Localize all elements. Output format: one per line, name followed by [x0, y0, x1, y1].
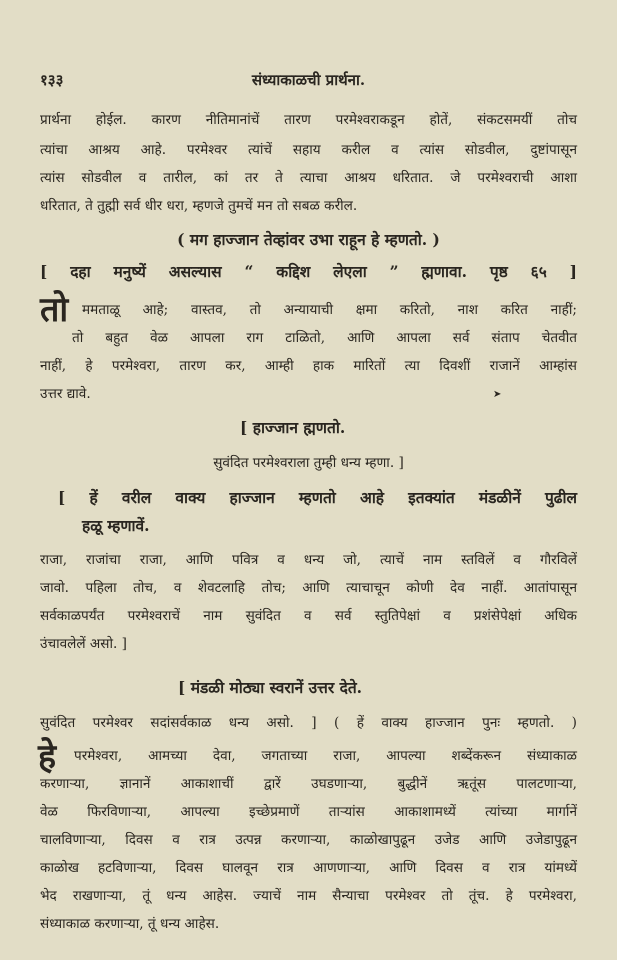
- rubric-kaddish: [ दहा मनुष्यें असल्यास “ कद्दिश लेएला ” ह्मणावा. पृष्ठ ६५ ]: [40, 262, 577, 281]
- text-line: जावो. पहिला तोच, व शेवटलाहि तोच; आणि त्याचाचून कोणी देव नाहीं. आतांपासून: [40, 580, 577, 596]
- text-line: नाहीं, हे परमेश्वरा, तारण कर, आम्ही हाक मारितों त्या दिवशीं राजानें आम्हांस: [40, 358, 577, 374]
- text-line: वेळ फिरविणाऱ्या, आपल्या इच्छेप्रमाणें ताऱ्यांस आकाशामध्यें त्यांच्या मार्गानें: [40, 804, 577, 820]
- text-line: करणाऱ्या, ज्ञानानें आकाशाचीं द्वारें उघडणाऱ्या, बुद्धीनें ऋतूंस पालटणाऱ्या,: [40, 776, 577, 792]
- response-line: सुवंदित परमेश्वर सदांसर्वकाळ धन्य असो. ] ( हें वाक्य हाज्जान पुनः म्हणतो. ): [40, 715, 577, 731]
- text-line: संध्याकाळ करणाऱ्या, तूं धन्य आहेस.: [40, 916, 220, 932]
- text-line: चालविणाऱ्या, दिवस व रात्र उत्पन्न करणाऱ्या, काळोखापुढून उजेड आणि उजेडापुढून: [40, 832, 577, 848]
- text-line: तो बहुत वेळ आपला राग टाळितो, आणि आपला सर्व संताप चेतवीत: [72, 330, 577, 346]
- text-line: परमेश्वरा, आमच्या देवा, जगताच्या राजा, आपल्या शब्देंकरून संध्याकाळ: [74, 748, 577, 764]
- text-line: त्यांस सोडवील व तारील, कां तर ते त्याचा आश्रय धरितात. जे परमेश्वराची आशा: [40, 170, 577, 186]
- rubric-congregation-line-1: [ हें वरील वाक्य हाज्जान म्हणतो आहे इतक्यांत मंडळीनें पुढील: [58, 488, 577, 507]
- text-line: भेद राखणाऱ्या, तूं धन्य आहेस. ज्याचें नाम सैन्याचा परमेश्वर तो तूंच. हे परमेश्वरा,: [40, 888, 577, 904]
- text-line: उंचावलेलें असो. ]: [40, 636, 127, 652]
- page-number: १३३: [40, 71, 64, 89]
- text-line: त्यांचा आश्रय आहे. परमेश्वर त्यांचें सहाय करील व त्यांस सोडवील, दुष्टांपासून: [40, 142, 577, 158]
- running-title: संध्याकाळची प्रार्थना.: [251, 71, 366, 89]
- drop-initial: तो: [40, 290, 69, 330]
- rubric-congregation-answers: [ मंडळी मोठ्या स्वरानें उत्तर देते.: [178, 678, 363, 697]
- text-line: काळोख हटविणाऱ्या, दिवस घालवून रात्र आणणाऱ्या, आणि दिवस व रात्र यांमध्यें: [40, 860, 577, 876]
- text-line: सर्वकाळपर्यंत परमेश्वराचें नाम सुवंदित व सर्व स्तुतिपेक्षां व प्रशंसेपेक्षां अधिक: [40, 608, 577, 624]
- rubric-stand: ( मग हाज्जान तेव्हांवर उभा राहून हे म्हणतो. ): [177, 230, 440, 249]
- text-line: धरितात, ते तुह्मी सर्व धीर धरा, म्हणजे तुमचें मन तो सबळ करील.: [40, 198, 358, 214]
- text-line: राजा, राजांचा राजा, आणि पवित्र व धन्य जो, त्याचें नाम स्तविलें व गौरविलें: [40, 552, 577, 568]
- drop-initial: हे: [38, 737, 57, 777]
- rubric-congregation-line-2: हळू म्हणावें.: [82, 516, 150, 535]
- text-line: प्रार्थना होईल. कारण नीतिमानांचें तारण परमेश्वराकडून होतें, संकटसमयीं तोच: [40, 112, 577, 128]
- text-line: ममताळू आहे; वास्तव, तो अन्यायाची क्षमा करितो, नाश करित नाहीं;: [82, 302, 577, 318]
- blessed-line: सुवंदित परमेश्वराला तुम्ही धन्य म्हणा. ]: [213, 455, 404, 471]
- rubric-hazzan-says: [ हाज्जान ह्मणतो.: [240, 418, 346, 437]
- text-line: उत्तर द्यावे.: [40, 386, 91, 402]
- print-mark: ➤: [493, 389, 502, 400]
